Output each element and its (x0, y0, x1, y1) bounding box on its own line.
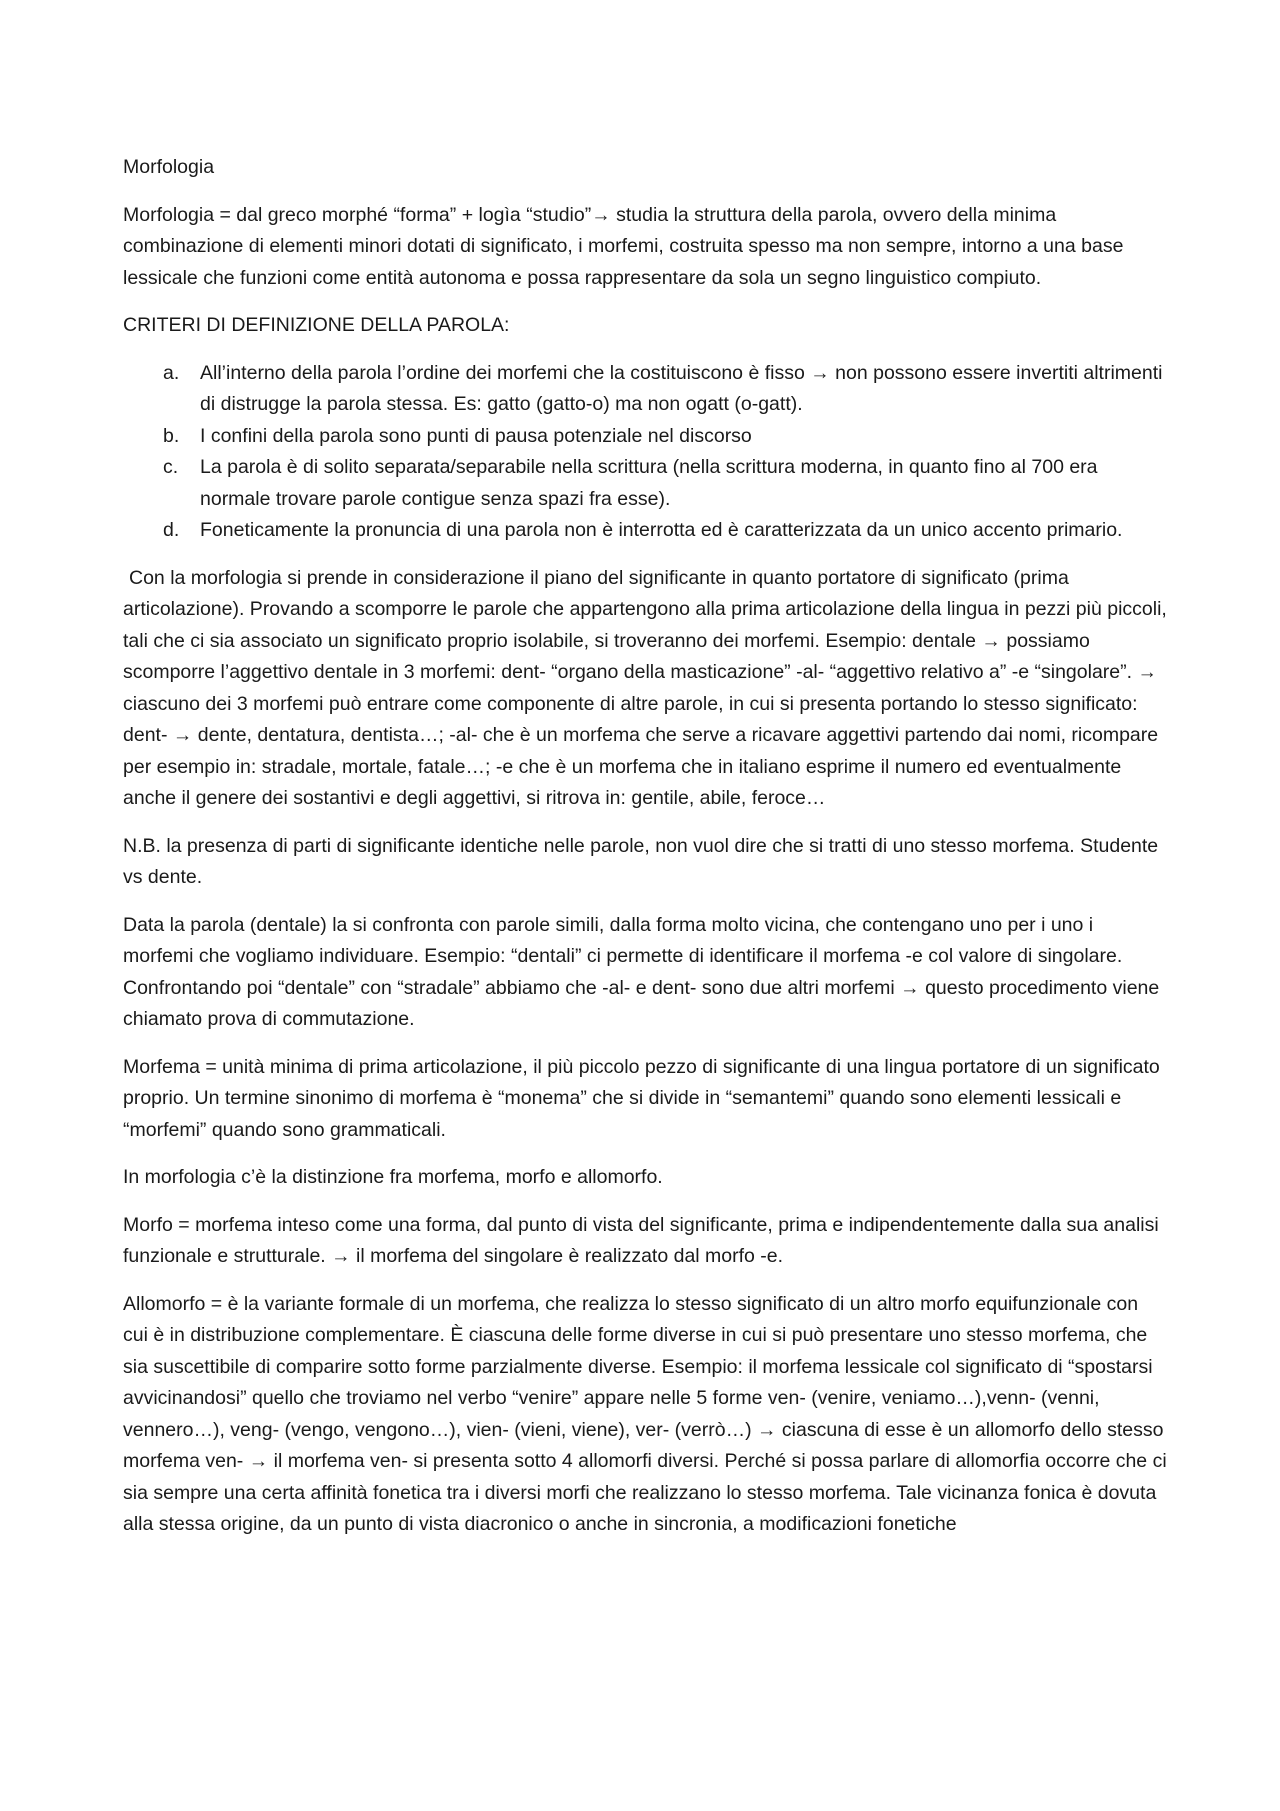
list-item-text: Foneticamente la pronuncia di una parola non è interrotta ed è caratterizzata da un unico accento primario. (200, 519, 1123, 541)
list-item (123, 515, 1168, 547)
criteria-list (123, 358, 1168, 547)
list-marker: b. (163, 424, 180, 447)
document-title: Morfologia (123, 156, 215, 178)
allomorfo-paragraph: Allomorfo = è la variante formale di un morfema, che realizza lo stesso significato di un altro morfo equifunzionale con cui è in distribuzione complementare. È ciascuna delle forme diverse in cui si può presentare uno stesso morfema, che sia suscettibile di comparire sotto forme parzialmente diverse. Esempio: il morfema lessicale col significato di “spostarsi avvicinandosi” quello che troviamo nel verbo “venire” appare nelle 5 forme ven- (venire, veniamo…),venn- (venni, vennero…), veng- (vengo, vengono…), vien- (vieni, viene), ver- (verrò…) → ciascuna di esse è un allomorfo dello stesso morfema ven- → il morfema ven- si presenta sotto 4 allomorfi diversi. Perché si possa parlare di allomorfia occorre che ci sia sempre una certa affinità fonetica tra i diversi morfi che realizzano lo stesso morfema. Tale vicinanza fonica è dovuta alla stessa origine, da un punto di vista diacronico o anche in sincronia, a modificazioni fonetiche (123, 1292, 1167, 1535)
morfema-paragraph: Morfema = unità minima di prima articolazione, il più piccolo pezzo di significante di una lingua portatore di un significato proprio. Un termine sinonimo di morfema è “monema” che si divide in “semantemi” quando sono elementi lessicali e “morfemi” quando sono grammaticali. (123, 1055, 1160, 1141)
list-item (123, 452, 1168, 515)
list-item-text: I confini della parola sono punti di pausa potenziale nel discorso (200, 424, 752, 447)
document-page (123, 152, 1168, 1557)
list-item-text: La parola è di solito separata/separabile nella scrittura (nella scrittura moderna, in quanto fino al 700 era normale trovare parole contigue senza spazi fra esse). (200, 456, 1098, 510)
list-item (123, 421, 1168, 453)
commutazione-paragraph: Data la parola (dentale) la si confronta con parole simili, dalla forma molto vicina, che contengano uno per i uno i morfemi che vogliamo individuare. Esempio: “dentali” ci permette di identificare il morfema -e col valore di singolare. Confrontando poi “dentale” con “stradale” abbiamo che -al- e dent- sono due altri morfemi → questo procedimento viene chiamato prova di commutazione. (123, 913, 1160, 1030)
morfo-paragraph: Morfo = morfema inteso come una forma, dal punto di vista del significante, prima e indipendentemente dalla sua analisi funzionale e strutturale. → il morfema del singolare è realizzato dal morfo -e. (123, 1213, 1159, 1267)
list-item-text: All’interno della parola l’ordine dei morfemi che la costituiscono è fisso → non possono essere invertiti altrimenti di distrugge la parola stessa. Es: gatto (gatto-o) ma non ogatt (o-gatt). (200, 361, 1163, 415)
significante-paragraph: Con la morfologia si prende in considerazione il piano del significante in quanto portatore di significato (prima articolazione). Provando a scomporre le parole che appartengono alla prima articolazione della lingua in pezzi più piccoli, tali che ci sia associato un significato proprio isolabile, si troveranno dei morfemi. Esempio: dentale → possiamo scomporre l’aggettivo dentale in 3 morfemi: dent- “organo della masticazione” -al- “aggettivo relativo a” -e “singolare”. → ciascuno dei 3 morfemi può entrare come componente di altre parole, in cui si presenta portando lo stesso significato: dent- → dente, dentatura, dentista…; -al- che è un morfema che serve a ricavare aggettivi partendo dai nomi, ricompare per esempio in: stradale, mortale, fatale…; -e che è un morfema che in italiano esprime il numero ed eventualmente anche il genere dei sostantivi e degli aggettivi, si ritrova in: gentile, abile, feroce… (123, 566, 1167, 809)
distinzione-paragraph: In morfologia c’è la distinzione fra morfema, morfo e allomorfo. (123, 1166, 663, 1188)
list-marker: d. (163, 519, 180, 541)
nb-paragraph: N.B. la presenza di parti di significante identiche nelle parole, non vuol dire che si tratti di uno stesso morfema. Studente vs dente. (123, 834, 1159, 888)
definition-paragraph: Morfologia = dal greco morphé “forma” + logìa “studio”→ studia la struttura della parola, ovvero della minima combinazione di elementi minori dotati di significato, i morfemi, costruita spesso ma non sempre, intorno a una base lessicale che funzioni come entità autonoma e possa rappresentare da sola un segno linguistico compiuto. (123, 203, 1124, 289)
list-marker: c. (163, 456, 179, 478)
list-marker: a. (163, 361, 180, 384)
list-item (123, 358, 1168, 421)
criteria-heading: CRITERI DI DEFINIZIONE DELLA PAROLA: (123, 314, 510, 336)
